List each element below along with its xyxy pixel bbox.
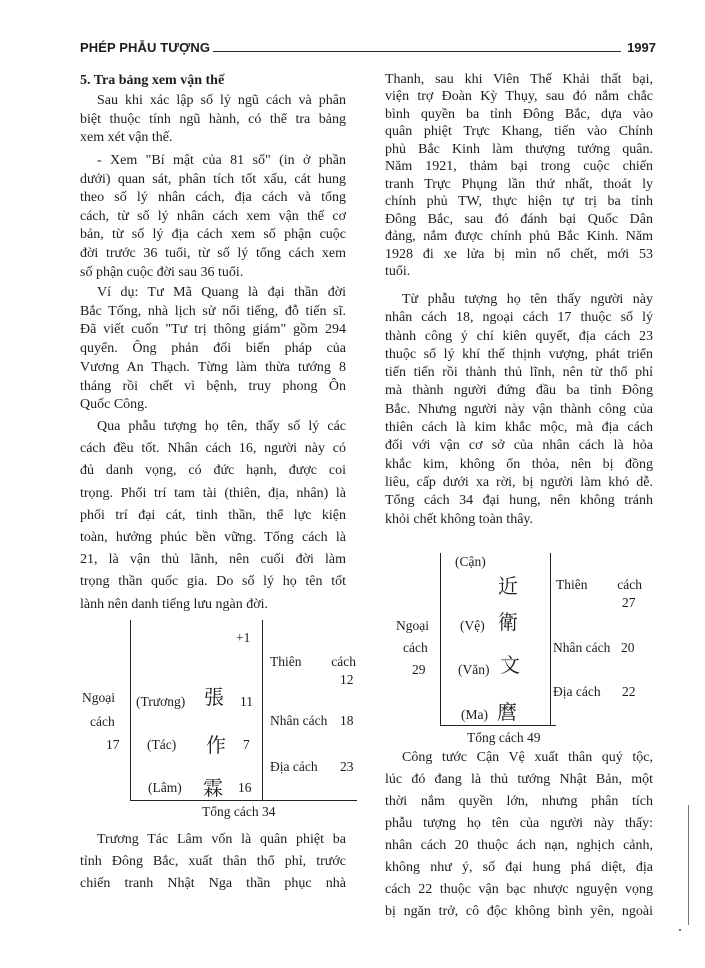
name-reading: (Trương) <box>136 694 186 709</box>
name-character: 近 <box>498 574 518 598</box>
text-line: bình quyền ba tỉnh Đông Bắc, dựa vào <box>385 106 653 122</box>
text-line: xem xét vận thế. <box>80 130 173 145</box>
text-line: Quốc Công. <box>80 397 148 413</box>
text-line: biệt thuộc tính ngũ hành, có thể tra bảng <box>80 111 346 127</box>
name-character: 文 <box>500 653 520 677</box>
name-number: 16 <box>238 780 252 795</box>
scan-edge-mark <box>688 805 689 925</box>
diagram-baseline <box>130 800 357 801</box>
text-line: Bắc Tống, nhà lịch sử nổi tiếng, đỗ tiến sĩ. <box>80 303 346 319</box>
text-line: đủ danh vọng, có đức hạnh, được coi <box>80 463 346 479</box>
outer-grid-value: 17 <box>106 737 120 752</box>
text-line: cách đều tốt. Nhân cách 16, người này có <box>80 441 346 457</box>
text-line: quân phiệt Trực Khang, tiến vào Chính <box>385 124 653 140</box>
section-heading: 5. Tra bảng xem vận thế <box>80 73 225 88</box>
text-line: Năm 1921, thảm bại trong cuộc chiến <box>385 159 653 175</box>
text-line: trọng thần quốc gia. Do số lý họ tên tốt <box>80 574 346 590</box>
text-line: đối với vận cơ sở của nhân cách là hỏa <box>385 438 653 454</box>
text-line: thiên cách là kim khắc mộc, mà địa cách <box>385 420 653 436</box>
text-line: lúc đó đang là thủ tướng Nhật Bản, một <box>385 772 653 787</box>
text-line: không như ý, số đại hung phá diệt, địa <box>385 860 653 875</box>
header-rule <box>213 51 621 52</box>
paragraph <box>385 291 653 529</box>
text-line: 1928 đi xe lửa bị mìn nổ chết, mới 53 <box>385 246 653 262</box>
person-grid-value: 18 <box>340 713 354 728</box>
name-reading: (Vệ) <box>460 618 485 633</box>
text-line: Từ phẫu tượng họ tên thấy người này <box>402 292 653 307</box>
text-line: phẫu tượng họ tên của người này thấy: <box>385 816 653 831</box>
text-line: Vương An Thạch. Từng làm thừa tướng 8 <box>80 359 346 375</box>
outer-grid-label: cách <box>90 714 115 729</box>
outer-grid-value: 29 <box>412 662 426 677</box>
earth-grid-value: 22 <box>622 684 636 699</box>
name-character: 作 <box>206 733 226 757</box>
running-header <box>80 38 656 56</box>
text-line: viện trợ Đoàn Kỳ Thụy, sau đó nắm chắc <box>385 89 653 105</box>
text-line: đời trước 36 tuổi, từ số lý tổng cách xem <box>80 245 346 261</box>
text-line: chính phủ TW, thực hiện tự trị ba tỉnh <box>385 194 653 210</box>
text-line: thời nắm quyền lớn, nhưng phân tích <box>385 794 653 809</box>
text-line: Đã viết cuốn "Tư trị thông giám" gồm 294 <box>80 322 346 338</box>
paragraph <box>385 71 653 280</box>
heaven-grid-label: Thiên cách <box>556 577 642 592</box>
name-character: 衛 <box>498 610 518 634</box>
text-line: Tổng cách 34 đại hung, nên không tránh <box>385 493 653 509</box>
text-line: Bắc. Nhưng người này vận thành công của <box>385 401 653 417</box>
diagram-divider <box>262 620 263 801</box>
text-line: quyển. Ông phản đối biến pháp của <box>80 341 346 357</box>
text-line: đảng, nắm được chính phủ Bắc Kinh. Năm <box>385 229 653 245</box>
outer-grid-label: Ngoại <box>82 690 115 705</box>
name-reading: (Ma) <box>461 707 488 722</box>
adjustment-value: +1 <box>236 630 251 645</box>
person-grid-label: Nhân cách <box>270 713 328 728</box>
name-character: 張 <box>204 685 224 709</box>
earth-grid-label: Địa cách <box>553 684 601 699</box>
text-line: cách, từ số lý nhân cách xem vận thế cơ <box>80 208 346 224</box>
name-reading: (Cận) <box>455 554 486 569</box>
text-line: bị ngăn trở, cô độc không bình yên, ngoài <box>385 904 653 919</box>
text-line: nhân cách 20 thuộc ách nạn, nghịch cảnh, <box>385 838 653 853</box>
text-line: Công tước Cận Vệ xuất thân quý tộc, <box>402 750 653 765</box>
text-line: tỉnh Đông Bắc, xuất thân thổ phỉ, trước <box>80 854 346 869</box>
text-line: Đông Bắc, sau đó đánh bại Quốc Dân <box>385 211 653 227</box>
diagram-divider <box>550 553 551 726</box>
text-line: tiến tiến rồi thành thủ lĩnh, nên từ thổ phỉ <box>385 365 653 381</box>
text-line: trọng. Phối trí tam tài (thiên, địa, nhân) là <box>80 485 346 501</box>
page-number: 1997 <box>627 40 656 55</box>
diagram-bracket-left <box>440 553 441 726</box>
text-line: Qua phẫu tượng họ tên, thấy số lý các <box>97 419 346 434</box>
text-line: thành công ý chí kiên quyết, địa cách 23 <box>385 328 653 344</box>
text-line: dưới) quan sát, phân tích tốt xấu, cát hung <box>80 171 346 187</box>
name-number: 7 <box>243 737 250 752</box>
text-line: liêu, cấp dưới xa rời, bị người làm khó dễ. <box>385 474 653 490</box>
text-line: tranh Trực Phụng lần thứ nhất, thoát ly <box>385 176 653 192</box>
text-line: Thanh, sau khi Viên Thế Khải thất bại, <box>385 72 653 87</box>
person-grid-label: Nhân cách <box>553 640 611 655</box>
total-grid-caption: Tổng cách 49 <box>467 730 541 745</box>
paragraph <box>385 747 653 923</box>
paragraph <box>80 284 346 415</box>
text-line: mà thành người đứng đầu ba tỉnh Đông <box>385 383 653 399</box>
text-line: 21, là vận thủ lãnh, nên cuối đời làm <box>80 552 346 568</box>
earth-grid-value: 23 <box>340 759 354 774</box>
text-line: bản, từ số lý địa cách xem số phận cuộc <box>80 227 346 243</box>
text-line: Trương Tác Lâm vốn là quân phiệt ba <box>97 832 346 847</box>
text-line: theo số lý nhân cách, địa cách và tổng <box>80 190 346 206</box>
heaven-grid-value: 12 <box>340 672 354 687</box>
text-line: Sau khi xác lập số lý ngũ cách và phân <box>97 93 346 108</box>
text-line: tháng rồi chết vì bệnh, truy phong Ôn <box>80 378 346 394</box>
name-number: 11 <box>240 694 253 709</box>
heaven-grid-label: Thiên cách <box>270 654 356 669</box>
diagram-bracket-left <box>130 620 131 801</box>
name-reading: (Lâm) <box>148 780 182 795</box>
paragraph <box>80 92 346 148</box>
diagram-baseline <box>440 725 556 726</box>
name-reading: (Tác) <box>147 737 177 752</box>
text-line: Ví dụ: Tư Mã Quang là đại thần đời <box>97 285 346 300</box>
name-reading: (Văn) <box>458 662 490 677</box>
paragraph <box>80 829 346 895</box>
text-line: phối trí đại cát, tinh thần, thể lực kiện <box>80 507 346 523</box>
outer-grid-label: Ngoại <box>396 618 429 633</box>
heaven-grid-value: 27 <box>622 595 636 610</box>
earth-grid-label: Địa cách <box>270 759 318 774</box>
person-grid-value: 20 <box>621 640 635 655</box>
text-line: lành nên danh tiếng lưu ngàn đời. <box>80 596 269 612</box>
name-character: 麿 <box>497 700 517 724</box>
text-line: - Xem "Bí mật của 81 số" (in ở phần <box>97 153 346 168</box>
scan-dust-mark <box>679 929 681 931</box>
text-line: khắc kim, không ổn thỏa, nên bị đồng <box>385 456 653 472</box>
paragraph <box>80 416 346 616</box>
text-line: chiến tranh Nhật Nga thần phục nhà <box>80 876 346 891</box>
text-line: cách 22 thuộc vận bạc nhược nguyện vọng <box>385 882 653 897</box>
text-line: thuộc số lý khí thế thịnh vượng, phát triển <box>385 346 653 362</box>
outer-grid-label: cách <box>403 640 428 655</box>
text-line: tuổi. <box>385 263 411 279</box>
text-line: khỏi chết không toàn thây. <box>385 511 534 527</box>
header-title: PHÉP PHẪU TƯỢNG <box>80 40 211 55</box>
text-line: nhân cách 18, ngoại cách 17 thuộc số lý <box>385 310 653 326</box>
name-character: 霖 <box>203 776 223 800</box>
paragraph <box>80 152 346 282</box>
text-line: toàn, hưởng phúc bền vững. Tổng cách là <box>80 530 346 546</box>
text-line: phủ Bắc Kinh làm thượng tướng quân. <box>385 141 653 157</box>
text-line: số phận cuộc đời sau 36 tuổi. <box>80 264 244 280</box>
total-grid-caption: Tổng cách 34 <box>202 804 276 819</box>
